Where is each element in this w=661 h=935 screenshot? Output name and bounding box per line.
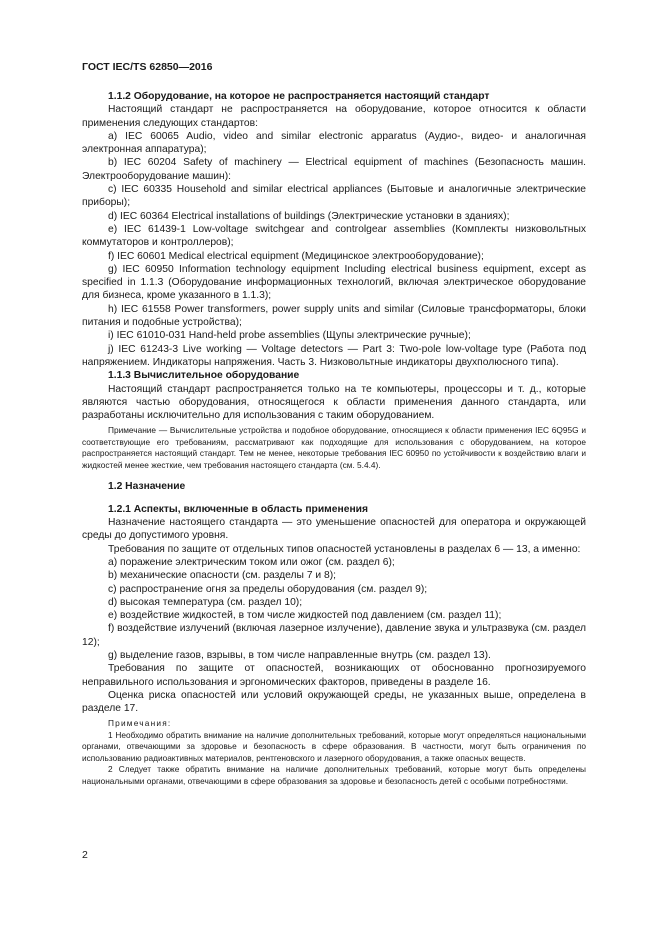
paragraph: Назначение настоящего стандарта — это уменьшение опасностей для оператора и окружающей среды до допустимого уровня. — [82, 517, 586, 542]
list-item: e) IEC 61439-1 Low-voltage switchgear and controlgear assemblies (Комплекты низковольтных коммутаторов и контроллеров); — [82, 223, 586, 249]
list-item: d) IEC 60364 Electrical installations of buildings (Электрические установки в зданиях); — [108, 210, 510, 222]
section-heading-1-1-2: 1.1.2 Оборудование, на которое не распространяется настоящий стандарт — [108, 91, 490, 102]
standard-header: ГОСТ IEC/TS 62850—2016 — [82, 61, 213, 73]
notes-heading: Примечания: — [108, 718, 172, 729]
list-item: j) IEC 61243-3 Live working — Voltage detectors — Part 3: Two-pole low-voltage type (Работа под напряжением. Индикаторы напряжения. Часть 3. Низковольтные индикаторы двухполюсного типа). — [82, 343, 586, 368]
list-item: h) IEC 61558 Power transformers, power supply units and similar (Силовые трансформаторы, блоки питания и подобные устройства); — [82, 303, 586, 329]
paragraph: Настоящий стандарт распространяется только на те компьютеры, процессоры и т. д., которые являются частью оборудования, относящегося к области применения данного стандарта, или разработаны исключительно для использования с таким оборудованием. — [82, 383, 586, 422]
section-heading-1-2-1: 1.2.1 Аспекты, включенные в область применения — [108, 503, 369, 515]
note: 1 Необходимо обратить внимание на наличие дополнительных требований, которые могут определяться национальными органами, отвечающими за здоровье и безопасность в сфере образования. В частности, могут быть ограничения по использованию радиоактивных материалов, рентгеновского и лазерного оборудования, а также опасных веществ. — [82, 729, 586, 763]
list-item: i) IEC 61010-031 Hand-held probe assemblies (Щупы электрические ручные); — [108, 330, 471, 342]
paragraph: Требования по защите от отдельных типов опасностей установлены в разделах 6 — 13, а именно: — [108, 543, 581, 555]
paragraph: Настоящий стандарт не распространяется на оборудование, которое относится к области применения следующих стандартов: — [82, 104, 586, 129]
page-number: 2 — [82, 849, 88, 861]
list-item: b) механические опасности (см. разделы 7 и 8); — [108, 570, 337, 582]
list-item: f) IEC 60601 Medical electrical equipment (Медицинское электрооборудование); — [108, 250, 484, 262]
list-item: a) поражение электрическим током или ожог (см. раздел 6); — [108, 556, 395, 568]
section-heading-1-1-3: 1.1.3 Вычислительное оборудование — [108, 370, 300, 382]
note: Примечание — Вычислительные устройства и подобное оборудование, относящиеся к области применения IEC 6Q95G и соответствующие его требованиям, рассматривают как подходящие для использования с оборудованием, на которое распространяется настоящий стандарт. Тем не менее, некоторые требования IEC 60950 по устойчивости к воздействию влаги и жидкостей менее жесткие, чем требования настоящего стандарта (см. 5.4.4). — [82, 425, 586, 470]
list-item: c) распространение огня за пределы оборудования (см. раздел 9); — [108, 583, 428, 595]
page-body — [82, 90, 586, 787]
list-item: b) IEC 60204 Safety of machinery — Electrical equipment of machines (Безопасность машин. Электрооборудование машин): — [82, 157, 586, 182]
list-item: a) IEC 60065 Audio, video and similar electronic apparatus (Аудио-, видео- и аналогичная электронная аппаратура); — [82, 130, 586, 156]
list-item: f) воздействие излучений (включая лазерное излучение), давление звука и ультразвука (см. раздел 12); — [82, 623, 586, 648]
list-item: d) высокая температура (см. раздел 10); — [108, 596, 303, 608]
list-item: e) воздействие жидкостей, в том числе жидкостей под давлением (см. раздел 11); — [108, 610, 502, 622]
paragraph: Требования по защите от опасностей, возникающих от обоснованно прогнозируемого неправильного использования и эргономических факторов, приведены в разделе 16. — [82, 663, 586, 688]
section-heading-1-2: 1.2 Назначение — [108, 481, 186, 493]
list-item: c) IEC 60335 Household and similar electrical appliances (Бытовые и аналогичные электрические приборы); — [82, 184, 586, 209]
note: 2 Следует также обратить внимание на наличие дополнительных требований, которые могут быть определены национальными органами, отвечающими в сфере образования за здоровье и безопасность детей с особыми потребностями. — [82, 764, 586, 786]
list-item: g) IEC 60950 Information technology equipment Including electrical business equipment, except as specified in 1.1.3 (Оборудование информационных технологий, включая электрическое оборудование для бизнеса, кроме указанного в 1.1.3); — [82, 263, 586, 302]
paragraph: Оценка риска опасностей или условий окружающей среды, не указанных выше, определена в разделе 17. — [82, 689, 586, 715]
list-item: g) выделение газов, взрывы, в том числе направленные внутрь (см. раздел 13). — [108, 649, 491, 661]
